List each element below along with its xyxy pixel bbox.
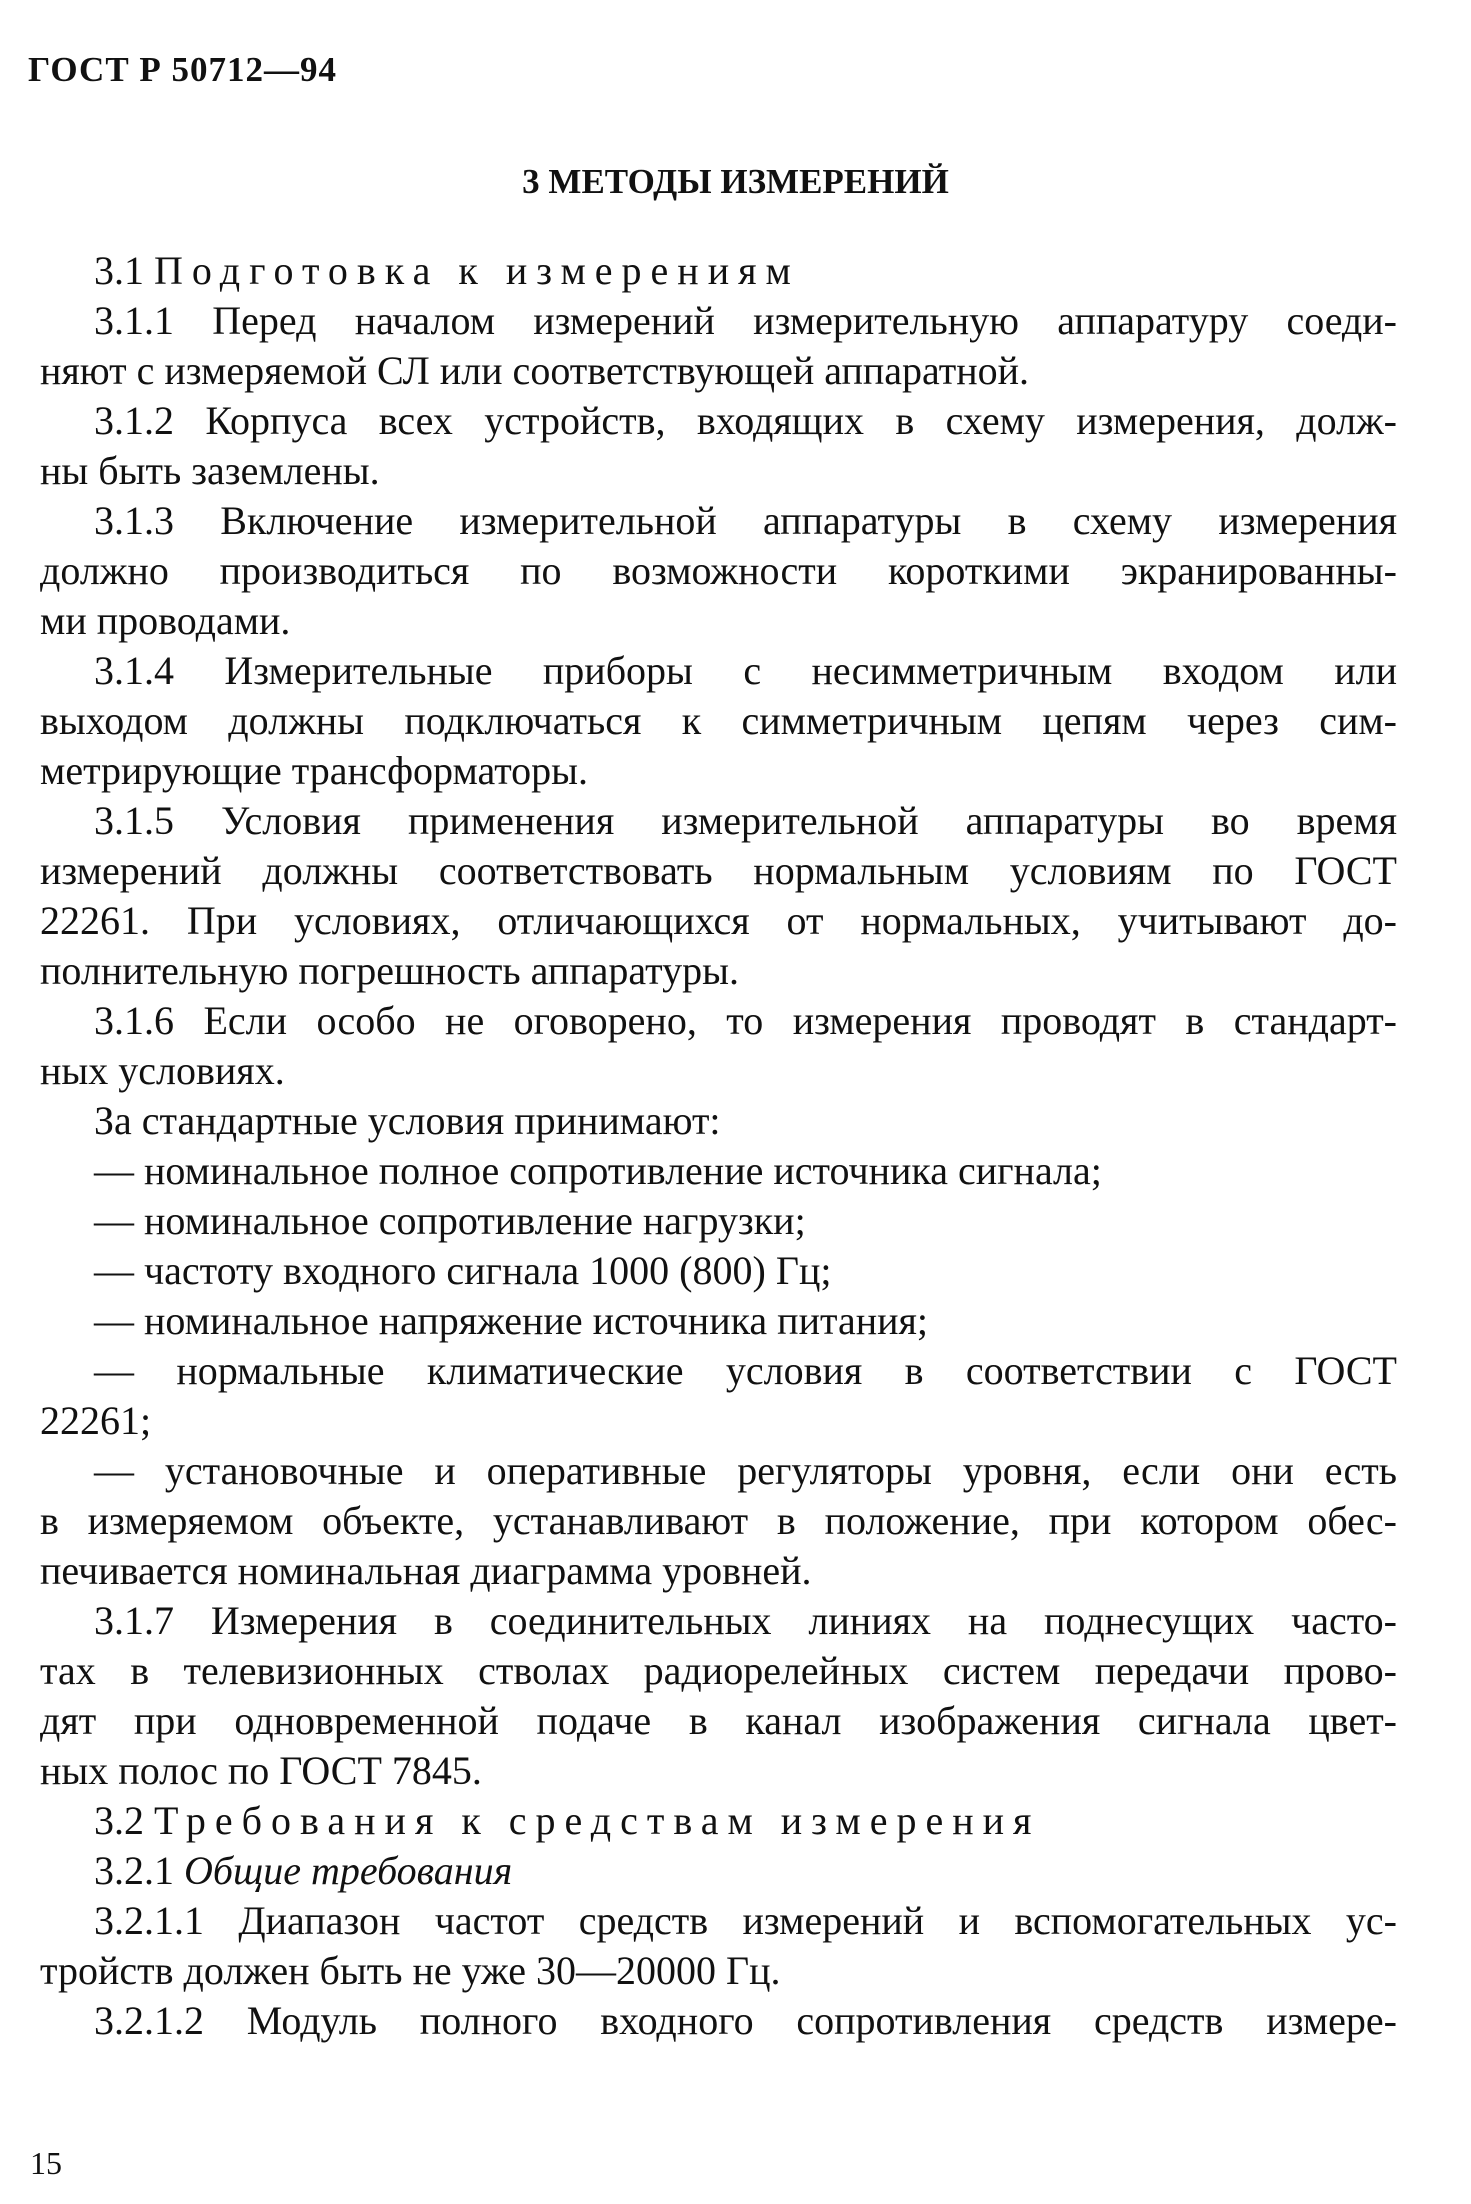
subsection-title: Общие требования [184, 1848, 513, 1893]
text-line: должно производиться по возможности короткими экранированны- [40, 548, 1397, 593]
list-item: — номинальное сопротивление нагрузки; [94, 1198, 806, 1243]
section-title: 3 МЕТОДЫ ИЗМЕРЕНИЙ [522, 162, 949, 201]
text-line: ных условиях. [40, 1048, 285, 1093]
subsection-heading-3-2-1 [40, 1846, 1397, 1896]
text-line: 3.2.1.1 Диапазон частот средств измерений и вспомогательных ус- [94, 1898, 1397, 1943]
text-line: ны быть заземлены. [40, 448, 380, 493]
list-item: — установочные и оперативные регуляторы уровня, если они есть [94, 1448, 1397, 1493]
text-line: 3.1.1 Перед началом измерений измерительную аппаратуру соеди- [94, 298, 1397, 343]
text-line: 3.1.5 Условия применения измерительной аппаратуры во время [94, 798, 1397, 843]
document-header: ГОСТ Р 50712—94 [28, 50, 338, 89]
text-line: 3.1.3 Включение измерительной аппаратуры в схему измерения [94, 498, 1397, 543]
subsection-number: 3.2.1 [94, 1848, 174, 1893]
subsection-heading-3-1 [40, 246, 1397, 296]
text-line: 22261; [40, 1398, 152, 1443]
subsection-number: 3.1 [94, 248, 144, 293]
text-line: 3.2.1.2 Модуль полного входного сопротивления средств измере- [94, 1998, 1397, 2043]
text-line: 3.1.4 Измерительные приборы с несимметричным входом или [94, 648, 1397, 693]
text-line: в измеряемом объекте, устанавливают в положение, при котором обес- [40, 1498, 1397, 1543]
text-line: тах в телевизионных стволах радиорелейных систем передачи прово- [40, 1648, 1397, 1693]
text-line: метрирующие трансформаторы. [40, 748, 589, 793]
list-item: — номинальное полное сопротивление источника сигнала; [94, 1148, 1102, 1193]
text-line: ных полос по ГОСТ 7845. [40, 1748, 482, 1793]
list-item: — частоту входного сигнала 1000 (800) Гц; [94, 1248, 832, 1293]
text-line: 22261. При условиях, отличающихся от нормальных, учитывают до- [40, 898, 1397, 943]
text-line: 3.1.2 Корпуса всех устройств, входящих в схему измерения, долж- [94, 398, 1397, 443]
text-line: тройств должен быть не уже 30—20000 Гц. [40, 1948, 781, 1993]
list-item: — номинальное напряжение источника питания; [94, 1298, 929, 1343]
list-item: — нормальные климатические условия в соответствии с ГОСТ [94, 1348, 1397, 1393]
text-line: полнительную погрешность аппаратуры. [40, 948, 739, 993]
subsection-heading-3-2 [40, 1796, 1397, 1846]
text-line: няют с измеряемой СЛ или соответствующей аппаратной. [40, 348, 1030, 393]
text-line: выходом должны подключаться к симметричным цепям через сим- [40, 698, 1397, 743]
text-line: 3.1.6 Если особо не оговорено, то измерения проводят в стандарт- [94, 998, 1397, 1043]
subsection-title: Подготовка к измерениям [154, 248, 800, 293]
text-line: дят при одновременной подаче в канал изображения сигнала цвет- [40, 1698, 1397, 1743]
document-body [40, 246, 1397, 2046]
text-line: измерений должны соответствовать нормальным условиям по ГОСТ [40, 848, 1397, 893]
text-line: 3.1.7 Измерения в соединительных линиях на поднесущих часто- [94, 1598, 1397, 1643]
text-line: ми проводами. [40, 598, 291, 643]
text-line: За стандартные условия принимают: [94, 1098, 721, 1143]
subsection-title: Требования к средствам измерения [154, 1798, 1041, 1843]
text-line: печивается номинальная диаграмма уровней. [40, 1548, 812, 1593]
subsection-number: 3.2 [94, 1798, 144, 1843]
page-number: 15 [30, 2145, 62, 2181]
